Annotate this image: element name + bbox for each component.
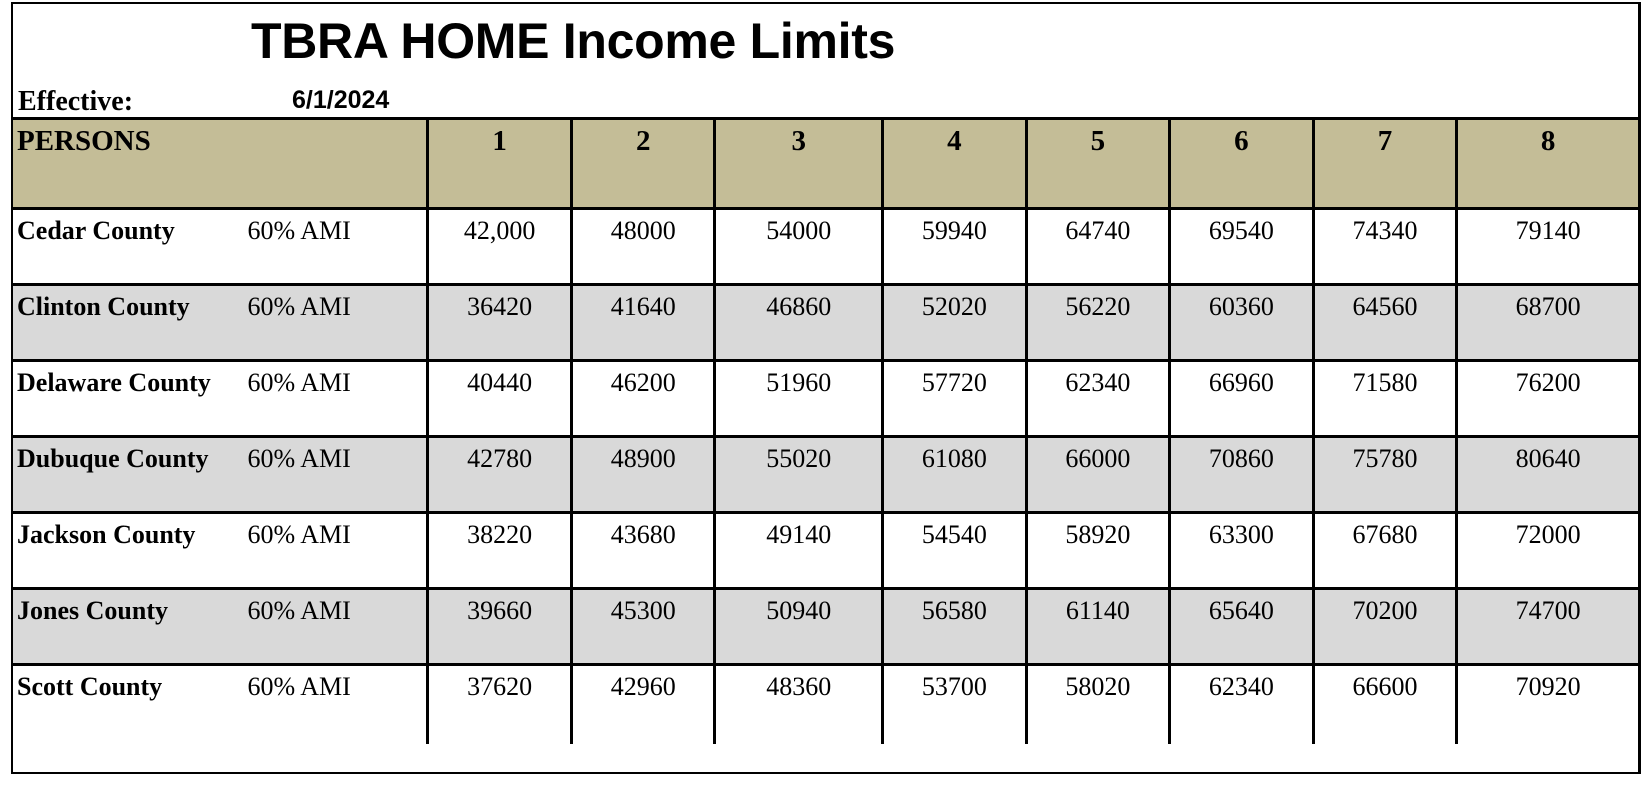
table-row	[13, 588, 1638, 664]
table-row	[13, 360, 1638, 436]
ami-level: 60% AMI	[245, 208, 428, 284]
income-limit-2-person: 45300	[571, 588, 715, 664]
income-limit-4-person: 54540	[883, 512, 1027, 588]
header-row	[13, 120, 1638, 208]
column-header-2: 2	[571, 120, 715, 208]
income-limit-3-person: 48360	[715, 664, 883, 744]
table-row	[13, 512, 1638, 588]
table-row	[13, 664, 1638, 744]
title-area	[13, 4, 1638, 120]
income-limit-5-person: 56220	[1026, 284, 1170, 360]
column-header-1: 1	[428, 120, 572, 208]
income-limit-1-person: 37620	[428, 664, 572, 744]
ami-level: 60% AMI	[245, 512, 428, 588]
page-title: TBRA HOME Income Limits	[251, 13, 896, 69]
income-limit-1-person: 39660	[428, 588, 572, 664]
income-limit-6-person: 63300	[1170, 512, 1314, 588]
income-limit-8-person: 68700	[1457, 284, 1638, 360]
column-header-3: 3	[715, 120, 883, 208]
county-name: Delaware County	[13, 360, 245, 436]
income-limits-table	[13, 120, 1638, 744]
county-name: Scott County	[17, 671, 163, 701]
income-limit-8-person: 70920	[1457, 664, 1638, 744]
income-limit-6-person: 62340	[1170, 664, 1314, 744]
effective-date: 6/1/2024	[292, 86, 390, 114]
income-limit-5-person: 62340	[1026, 360, 1170, 436]
income-limit-7-person: 66600	[1313, 664, 1457, 744]
income-limit-6-person: 60360	[1170, 284, 1314, 360]
ami-level: 60% AMI	[245, 436, 428, 512]
income-limit-5-person: 58020	[1026, 664, 1170, 744]
column-header-6: 6	[1170, 120, 1314, 208]
county-name: Dubuque County	[13, 436, 245, 512]
income-limit-3-person: 51960	[715, 360, 883, 436]
income-limit-6-person: 66960	[1170, 360, 1314, 436]
income-limit-4-person: 57720	[883, 360, 1027, 436]
income-limit-2-person: 48900	[571, 436, 715, 512]
ami-level: 60% AMI	[245, 588, 428, 664]
income-limit-1-person: 40440	[428, 360, 572, 436]
income-limit-5-person: 66000	[1026, 436, 1170, 512]
county-name: Clinton County	[13, 284, 245, 360]
income-limit-6-person: 69540	[1170, 208, 1314, 284]
ami-level: 60% AMI	[247, 671, 351, 701]
income-limit-7-person: 74340	[1313, 208, 1457, 284]
ami-level: 60% AMI	[245, 360, 428, 436]
table-row	[13, 284, 1638, 360]
income-limit-8-person: 72000	[1457, 512, 1638, 588]
income-limit-2-person: 48000	[571, 208, 715, 284]
column-header-7: 7	[1313, 120, 1457, 208]
income-limit-5-person: 58920	[1026, 512, 1170, 588]
county-name: Jones County	[13, 588, 245, 664]
income-limit-6-person: 70860	[1170, 436, 1314, 512]
county-name: Jackson County	[13, 512, 245, 588]
income-limit-5-person: 64740	[1026, 208, 1170, 284]
income-limit-7-person: 67680	[1313, 512, 1457, 588]
income-limit-1-person: 42780	[428, 436, 572, 512]
income-limit-7-person: 70200	[1313, 588, 1457, 664]
income-limit-3-person: 49140	[715, 512, 883, 588]
column-header-5: 5	[1026, 120, 1170, 208]
income-limit-4-person: 52020	[883, 284, 1027, 360]
income-limit-1-person: 36420	[428, 284, 572, 360]
table-row	[13, 436, 1638, 512]
income-limit-6-person: 65640	[1170, 588, 1314, 664]
effective-label: Effective:	[18, 86, 134, 117]
table-body	[13, 208, 1638, 744]
income-limit-8-person: 80640	[1457, 436, 1638, 512]
income-limit-7-person: 71580	[1313, 360, 1457, 436]
ami-level: 60% AMI	[245, 284, 428, 360]
income-limit-8-person: 76200	[1457, 360, 1638, 436]
county-name: Cedar County	[13, 208, 245, 284]
income-limit-7-person: 75780	[1313, 436, 1457, 512]
income-limit-8-person: 79140	[1457, 208, 1638, 284]
income-limit-2-person: 41640	[571, 284, 715, 360]
table-row	[13, 208, 1638, 284]
income-limit-3-person: 55020	[715, 436, 883, 512]
income-limit-1-person: 38220	[428, 512, 572, 588]
column-header-8: 8	[1457, 120, 1638, 208]
income-limit-8-person: 74700	[1457, 588, 1638, 664]
income-limit-4-person: 56580	[883, 588, 1027, 664]
income-limit-3-person: 46860	[715, 284, 883, 360]
column-header-4: 4	[883, 120, 1027, 208]
income-limit-4-person: 59940	[883, 208, 1027, 284]
income-limit-4-person: 61080	[883, 436, 1027, 512]
income-limit-5-person: 61140	[1026, 588, 1170, 664]
income-limits-sheet	[11, 2, 1641, 774]
income-limit-7-person: 64560	[1313, 284, 1457, 360]
income-limit-2-person: 43680	[571, 512, 715, 588]
income-limit-4-person: 53700	[883, 664, 1027, 744]
income-limit-3-person: 50940	[715, 588, 883, 664]
income-limit-2-person: 42960	[571, 664, 715, 744]
income-limit-1-person: 42,000	[428, 208, 572, 284]
persons-header: PERSONS	[13, 120, 428, 208]
income-limit-2-person: 46200	[571, 360, 715, 436]
income-limit-3-person: 54000	[715, 208, 883, 284]
